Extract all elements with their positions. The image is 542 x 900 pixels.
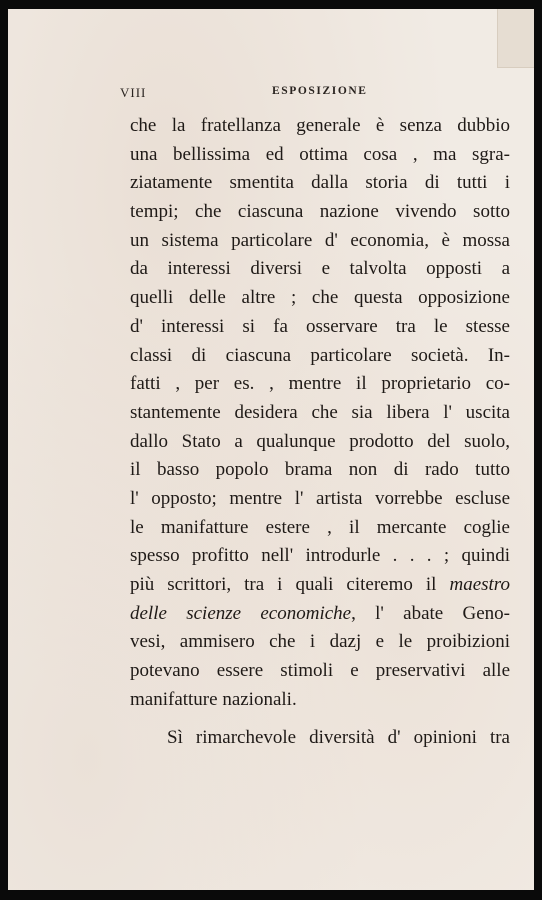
text-line: d' interessi si fa osservare tra le stesse: [130, 315, 510, 337]
text-line: l' opposto; mentre l' artista vorrebbe escluse: [130, 487, 510, 509]
text-line: delle scienze economiche, l' abate Geno-: [130, 602, 510, 624]
text-line: spesso profitto nell' introdurle . . . ; quindi: [130, 545, 510, 567]
text-line: da interessi diversi e talvolta opposti a: [130, 258, 510, 280]
text-line: vesi, ammisero che i dazj e le proibizioni: [130, 631, 510, 653]
text-line: il basso popolo brama non di rado tutto: [130, 459, 510, 481]
italic-phrase: maestro: [449, 574, 510, 595]
page-number: VIII: [120, 85, 147, 100]
text-line: le manifatture estere , il mercante coglie: [130, 516, 510, 538]
text-line: ziatamente smentita dalla storia di tutti i: [130, 172, 510, 194]
italic-phrase: delle scienze economiche: [130, 602, 352, 624]
body-text: [130, 112, 510, 753]
text-line: classi di ciascuna particolare società. In-: [130, 344, 510, 366]
text-line: dallo Stato a qualunque prodotto del suolo,: [130, 430, 510, 452]
text-line: più scrittori, tra i quali citeremo il maestro: [130, 574, 510, 595]
paragraph-end-line: manifatture nazionali.: [130, 688, 297, 710]
text-line: potevano essere stimoli e preservativi alle: [130, 660, 510, 682]
text-line: che la fratellanza generale è senza dubbio: [130, 115, 510, 136]
book-page: [8, 9, 534, 890]
text-line: tempi; che ciascuna nazione vivendo sotto: [130, 201, 510, 223]
text-line: fatti , per es. , mentre il proprietario co-: [130, 373, 510, 395]
page-corner-tab: [497, 9, 534, 68]
text-line: stantemente desidera che sia libera l' uscita: [130, 401, 510, 423]
paragraph-start-line: Sì rimarchevole diversità d' opinioni tra: [167, 727, 510, 749]
text-line: quelli delle altre ; che questa opposizione: [130, 287, 510, 309]
page-header: [120, 85, 516, 105]
running-title: ESPOSIZIONE: [272, 85, 368, 97]
text-line: un sistema particolare d' economia, è mossa: [130, 229, 510, 251]
text-line: una bellissima ed ottima cosa , ma sgra-: [130, 143, 510, 165]
